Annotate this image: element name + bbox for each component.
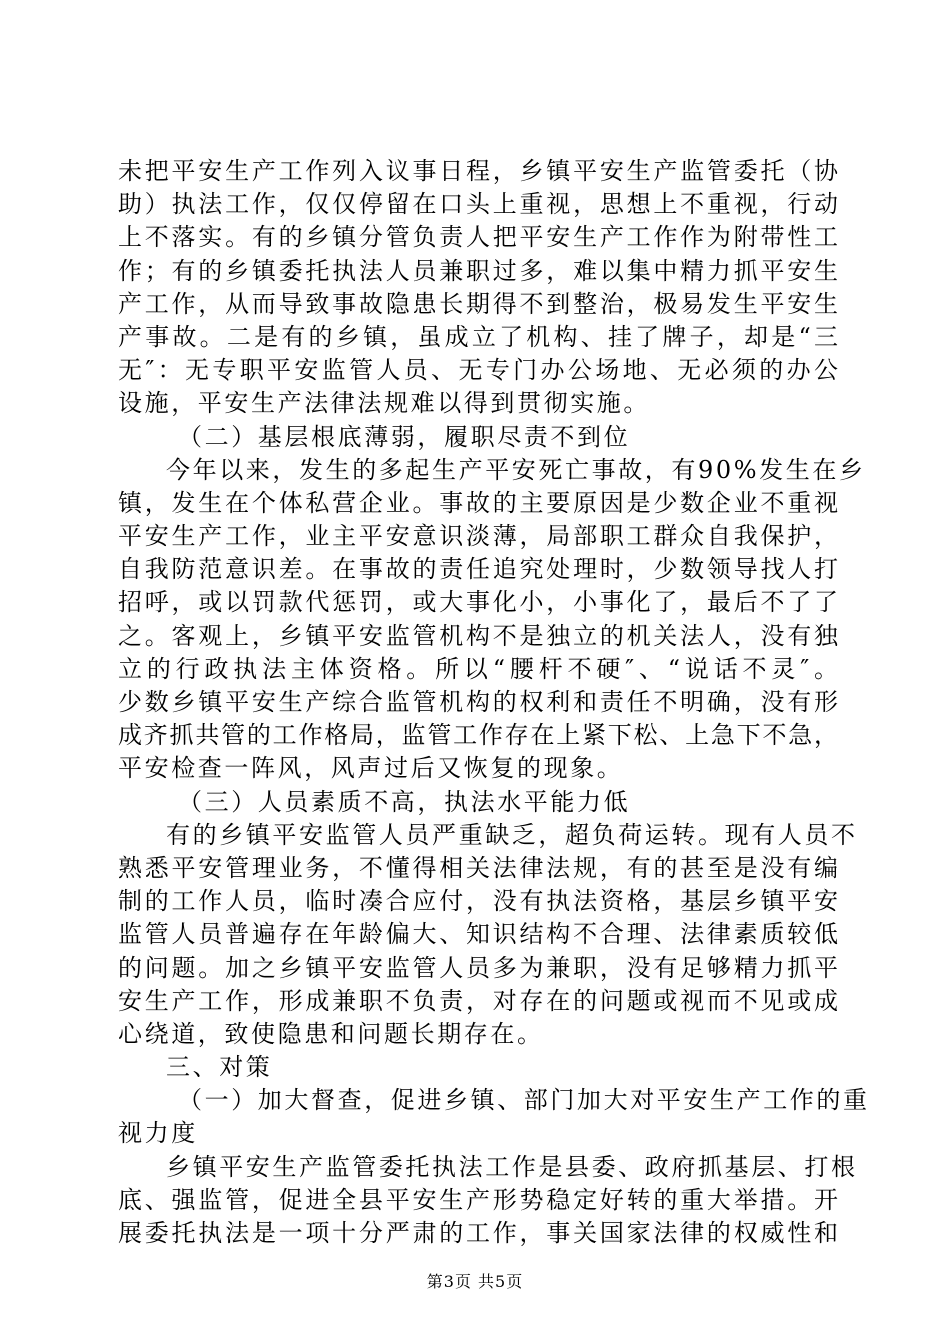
body-line: 制的工作人员，临时凑合应付，没有执法资格，基层乡镇平安 — [118, 887, 838, 916]
body-line: 成齐抓共管的工作格局，监管工作存在上紧下松、上急下不急， — [118, 721, 838, 750]
body-line: 乡镇平安生产监管委托执法工作是县委、政府抓基层、打根 — [166, 1152, 858, 1181]
body-line: 上不落实。有的乡镇分管负责人把平安生产工作作为附带性工 — [118, 223, 838, 252]
section-heading: （二）基层根底薄弱，履职尽责不到位 — [178, 422, 631, 451]
body-line: 招呼，或以罚款代惩罚，或大事化小，小事化了，最后不了了 — [118, 588, 838, 617]
body-line: 熟悉平安管理业务，不懂得相关法律法规，有的甚至是没有编 — [118, 853, 838, 882]
body-line: 镇，发生在个体私营企业。事故的主要原因是少数企业不重视 — [118, 488, 838, 517]
section-heading-continuation: 视力度 — [118, 1119, 198, 1148]
body-line: 作；有的乡镇委托执法人员兼职过多，难以集中精力抓平安生 — [118, 256, 838, 285]
body-line: 之。客观上，乡镇平安监管机构不是独立的机关法人，没有独 — [118, 621, 838, 650]
body-line: 自我防范意识差。在事故的责任追究处理时，少数领导找人打 — [118, 555, 838, 584]
body-line: 底、强监管，促进全县平安生产形势稳定好转的重大举措。开 — [118, 1185, 838, 1214]
body-line: 的问题。加之乡镇平安监管人员多为兼职，没有足够精力抓平 — [118, 953, 838, 982]
body-line: 未把平安生产工作列入议事日程，乡镇平安生产监管委托（协 — [118, 157, 838, 185]
section-heading: （三）人员素质不高，执法水平能力低 — [178, 787, 631, 816]
body-line: 产事故。二是有的乡镇，虽成立了机构、挂了牌子，却是“三 — [118, 322, 838, 351]
body-line: 展委托执法是一项十分严肃的工作，事关国家法律的权威性和 — [118, 1219, 838, 1247]
section-heading: 三、对策 — [166, 1053, 273, 1082]
body-line: 无″：无专职平安监管人员、无专门办公场地、无必须的办公 — [118, 356, 838, 385]
page-number-footer: 第3页 共5页 — [426, 1272, 524, 1291]
body-line: 设施，平安生产法律法规难以得到贯彻实施。 — [118, 389, 650, 418]
document-body — [118, 155, 870, 1250]
body-line: 助）执法工作，仅仅停留在口头上重视，思想上不重视，行动 — [118, 190, 838, 219]
body-line: 平安检查一阵风，风声过后又恢复的现象。 — [118, 754, 624, 783]
section-heading: （一）加大督查，促进乡镇、部门加大对平安生产工作的重 — [178, 1086, 870, 1115]
body-line: 少数乡镇平安生产综合监管机构的权利和责任不明确，没有形 — [118, 688, 838, 716]
body-line: 立的行政执法主体资格。所以“腰杆不硬″、“说话不灵″。 — [118, 654, 838, 683]
body-line: 今年以来，发生的多起生产平安死亡事故，有90%发生在乡 — [166, 455, 866, 484]
body-line: 平安生产工作，业主平安意识淡薄，局部职工群众自我保护， — [118, 522, 838, 551]
body-line: 产工作，从而导致事故隐患长期得不到整治，极易发生平安生 — [118, 289, 838, 318]
body-line: 心绕道，致使隐患和问题长期存在。 — [118, 1019, 544, 1048]
body-line: 安生产工作，形成兼职不负责，对存在的问题或视而不见或成 — [118, 986, 838, 1015]
body-line: 有的乡镇平安监管人员严重缺乏，超负荷运转。现有人员不 — [166, 820, 858, 849]
body-line: 监管人员普遍存在年龄偏大、知识结构不合理、法律素质较低 — [118, 920, 838, 949]
